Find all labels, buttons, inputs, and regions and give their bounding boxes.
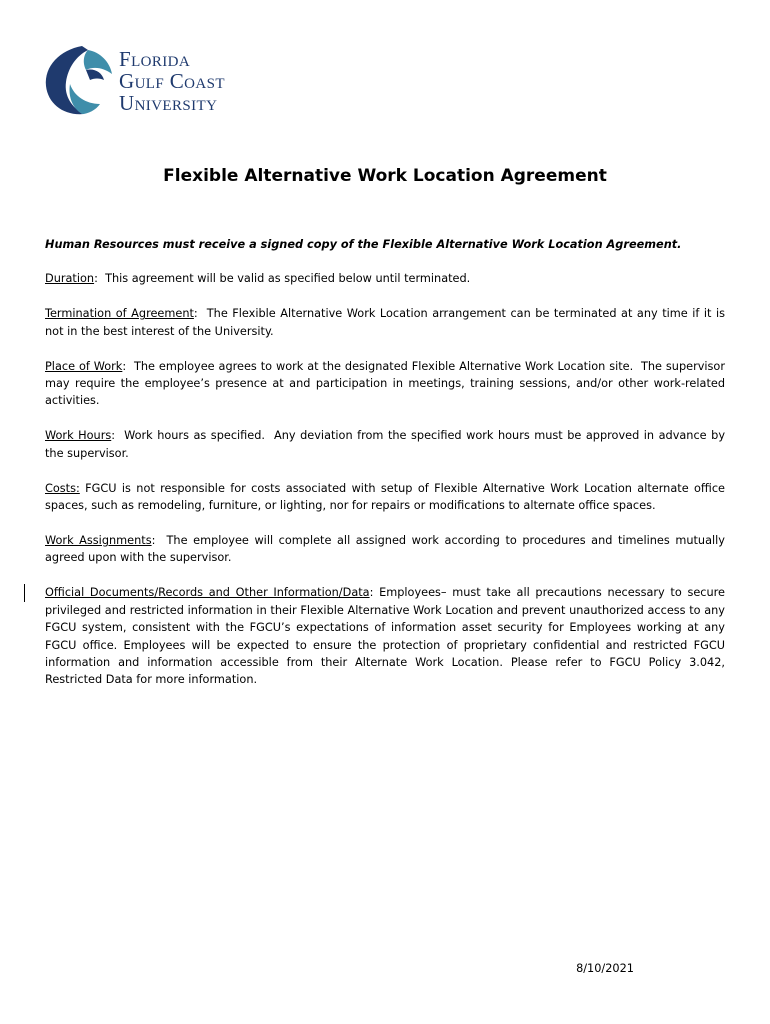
section-text: Work hours as specified. Any deviation from the specified work hours must be approved in advance by the supervisor. — [45, 429, 729, 460]
section-work-hours — [45, 427, 729, 462]
section-term: Work Hours — [45, 429, 112, 443]
logo-line-3: University — [119, 91, 218, 115]
section-costs — [45, 480, 729, 515]
hr-notice: Human Resources must receive a signed copy of the Flexible Alternative Work Location Agreement. — [45, 238, 682, 251]
section-text: The employee will complete all assigned work according to procedures and timelines mutually agreed upon with the supervisor. — [45, 533, 729, 565]
section-term: Termination of Agreement — [45, 307, 194, 321]
section-text: FGCU is not responsible for costs associated with setup of Flexible Alternative Work Location alternate office spaces, such as remodeling, furniture, or lighting, nor for repairs or modifications to alternate office spaces. — [45, 481, 729, 513]
fgcu-logo — [42, 44, 262, 118]
section-official-documents — [45, 584, 729, 688]
section-separator: : — [111, 429, 116, 443]
document-date: 8/10/2021 — [576, 962, 634, 975]
logo-wordmark — [119, 48, 225, 114]
section-termination — [45, 305, 729, 340]
section-separator: : — [122, 359, 127, 373]
section-separator: : — [151, 533, 156, 547]
eagle-emblem-icon — [42, 44, 118, 118]
section-work-assignments — [45, 532, 729, 567]
section-term: Official Documents/Records and Other Information/Data — [45, 586, 370, 600]
section-duration — [45, 270, 725, 287]
section-separator: : — [369, 586, 374, 600]
section-text: The employee agrees to work at the designated Flexible Alternative Work Location site. The supervisor may require the employee’s presence at and participation in meetings, training sessions, and/or other work-related activities. — [45, 359, 729, 408]
section-separator: : — [94, 272, 98, 286]
section-term: Costs: — [45, 481, 80, 495]
document-title: Flexible Alternative Work Location Agreement — [163, 166, 607, 186]
section-place-of-work — [45, 358, 729, 410]
section-text: Employees– must take all precautions necessary to secure privileged and restricted information in their Flexible Alternative Work Location and prevent unauthorized access to any FGCU system, consistent with the FGCU’s expectations of information asset security for Employees working at any FGCU office. Employees will be expected to ensure the protection of proprietary confidential and restricted FGCU information and information accessible from their Alternate Work Location. Please refer to FGCU Policy 3.042, Restricted Data for more information. — [45, 586, 729, 687]
section-text: This agreement will be valid as specified below until terminated. — [97, 272, 471, 286]
logo-line-2: Gulf Coast — [119, 69, 225, 93]
section-term: Place of Work — [45, 359, 123, 373]
logo-line-1: Florida — [119, 47, 191, 71]
text-cursor — [24, 584, 25, 602]
section-term: Duration — [45, 272, 95, 286]
section-separator: : — [193, 307, 198, 321]
section-term: Work Assignments — [45, 533, 152, 547]
section-text: The Flexible Alternative Work Location arrangement can be terminated at any time if it is not in the best interest of the University. — [45, 307, 729, 338]
agreement-body — [45, 236, 729, 706]
